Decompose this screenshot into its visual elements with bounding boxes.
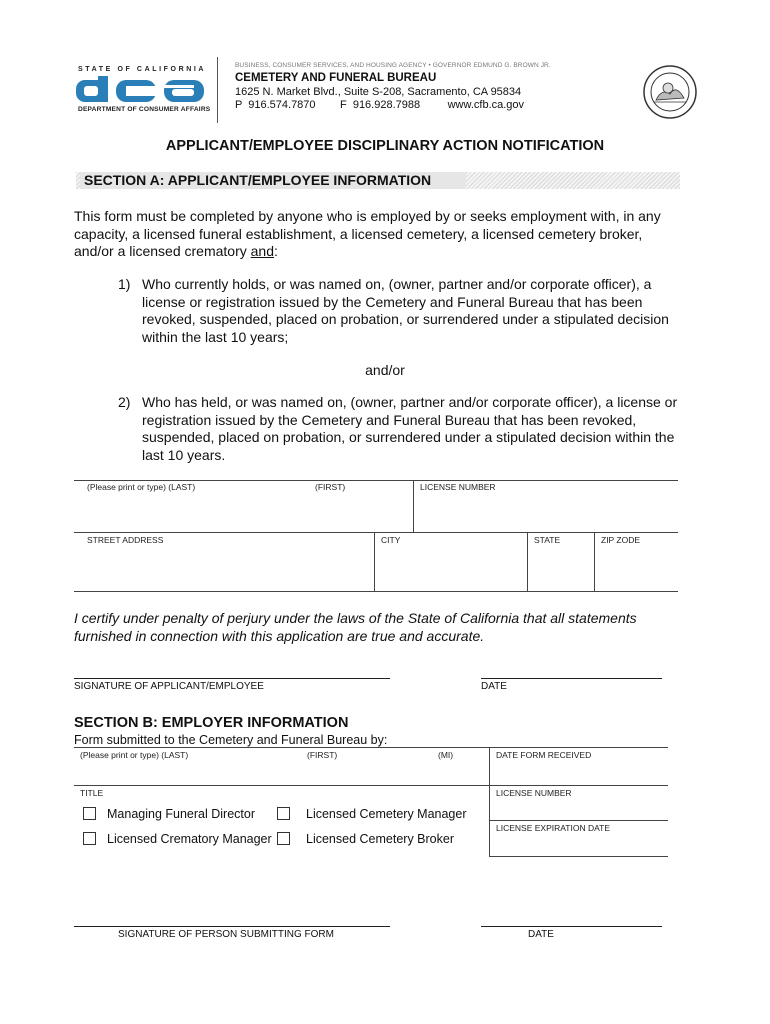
form-a-divider <box>527 532 528 591</box>
form-b-bottom-line <box>489 856 668 857</box>
form-b-top-line <box>74 747 668 748</box>
applicant-signature-label: SIGNATURE OF APPLICANT/EMPLOYEE <box>74 681 264 692</box>
form-b-line <box>74 785 668 786</box>
intro-paragraph: This form must be completed by anyone who is employed by or seeks employment with, in any capacity, a licensed funeral establishment, a licensed cemetery, a licensed cemetery broker, and/or a licensed crematory and: <box>74 208 661 259</box>
employer-first-name-field[interactable]: (FIRST) <box>307 750 338 760</box>
criteria-item-2 <box>118 394 678 466</box>
applicant-date-label: DATE <box>481 681 507 692</box>
submitter-signature-line[interactable] <box>74 926 390 927</box>
employer-license-number-field[interactable]: LICENSE NUMBER <box>496 788 572 798</box>
applicant-date-line[interactable] <box>481 678 662 679</box>
bureau-address: 1625 N. Market Blvd., Suite S-208, Sacramento, CA 95834 <box>235 86 522 98</box>
dca-logo-icon <box>76 76 204 102</box>
item-number: 1) <box>118 276 131 292</box>
item-text: Who currently holds, or was named on, (owner, partner and/or corporate officer), a license or registration issued by the Cemetery and Funeral Bureau that has been revoked, suspended, placed on probation, or surrendered under a stipulated decision within the last 10 years; <box>142 276 669 345</box>
form-a-divider <box>594 532 595 591</box>
bureau-contact: P 916.574.7870 F 916.928.7988 www.cfb.ca.gov <box>235 99 525 111</box>
state-field[interactable]: STATE <box>534 535 561 545</box>
form-a-mid-line <box>74 532 678 533</box>
date-received-field[interactable]: DATE FORM RECEIVED <box>496 750 592 760</box>
item-number: 2) <box>118 394 131 410</box>
section-a-title: SECTION A: APPLICANT/EMPLOYEE INFORMATION <box>84 172 432 188</box>
form-b-line <box>489 820 668 821</box>
applicant-last-name-field[interactable]: (Please print or type) (LAST) <box>87 482 196 492</box>
form-b-divider <box>489 747 490 856</box>
checkbox-label: Licensed Cemetery Manager <box>306 807 467 821</box>
and-or-text: and/or <box>365 362 405 378</box>
street-address-field[interactable]: STREET ADDRESS <box>87 535 164 545</box>
submitter-signature-label: SIGNATURE OF PERSON SUBMITTING FORM <box>118 929 334 940</box>
form-a-top-line <box>74 480 678 481</box>
submitter-date-label: DATE <box>528 929 554 940</box>
applicant-license-number-field[interactable]: LICENSE NUMBER <box>420 482 496 492</box>
employer-last-name-field[interactable]: (Please print or type) (LAST) <box>80 750 189 760</box>
license-expiration-field[interactable]: LICENSE EXPIRATION DATE <box>496 823 610 833</box>
state-seal-icon <box>642 64 698 120</box>
section-b-subtitle: Form submitted to the Cemetery and Funeral Bureau by: <box>74 733 388 747</box>
logo-department-text: DEPARTMENT OF CONSUMER AFFAIRS <box>78 106 211 113</box>
checkbox-licensed-crematory-manager[interactable] <box>83 832 96 845</box>
logo-state-text: STATE OF CALIFORNIA <box>78 66 207 73</box>
form-a-divider <box>413 480 414 532</box>
item-text: Who has held, or was named on, (owner, partner and/or corporate officer), a license or registration issued by the Cemetery and Funeral Bureau that has been revoked, suspended, placed on probation, or surrendered under a stipulated decision within the last 10 years. <box>142 394 678 463</box>
city-field[interactable]: CITY <box>381 535 401 545</box>
criteria-item-1 <box>118 276 678 348</box>
agency-line: BUSINESS, CONSUMER SERVICES, AND HOUSING AGENCY • GOVERNOR EDMUND G. BROWN JR. <box>235 62 551 69</box>
checkbox-label: Licensed Crematory Manager <box>107 832 272 846</box>
checkbox-licensed-cemetery-broker[interactable] <box>277 832 290 845</box>
form-a-divider <box>374 532 375 591</box>
applicant-signature-line[interactable] <box>74 678 390 679</box>
employer-mi-field[interactable]: (MI) <box>438 750 454 760</box>
form-title: APPLICANT/EMPLOYEE DISCIPLINARY ACTION NOTIFICATION <box>165 138 605 154</box>
checkbox-label: Managing Funeral Director <box>107 807 255 821</box>
bureau-name: CEMETERY AND FUNERAL BUREAU <box>235 72 437 84</box>
applicant-first-name-field[interactable]: (FIRST) <box>315 482 346 492</box>
section-b-title: SECTION B: EMPLOYER INFORMATION <box>74 715 349 731</box>
checkbox-managing-funeral-director[interactable] <box>83 807 96 820</box>
checkbox-label: Licensed Cemetery Broker <box>306 832 454 846</box>
header-divider <box>217 57 218 123</box>
checkbox-licensed-cemetery-manager[interactable] <box>277 807 290 820</box>
submitter-date-line[interactable] <box>481 926 662 927</box>
certification-statement: I certify under penalty of perjury under the laws of the State of California that all statements furnished in connection with this application are true and accurate. <box>74 610 637 644</box>
form-a-bottom-line <box>74 591 678 592</box>
employer-title-field[interactable]: TITLE <box>80 788 104 798</box>
zip-field[interactable]: ZIP ZODE <box>601 535 641 545</box>
